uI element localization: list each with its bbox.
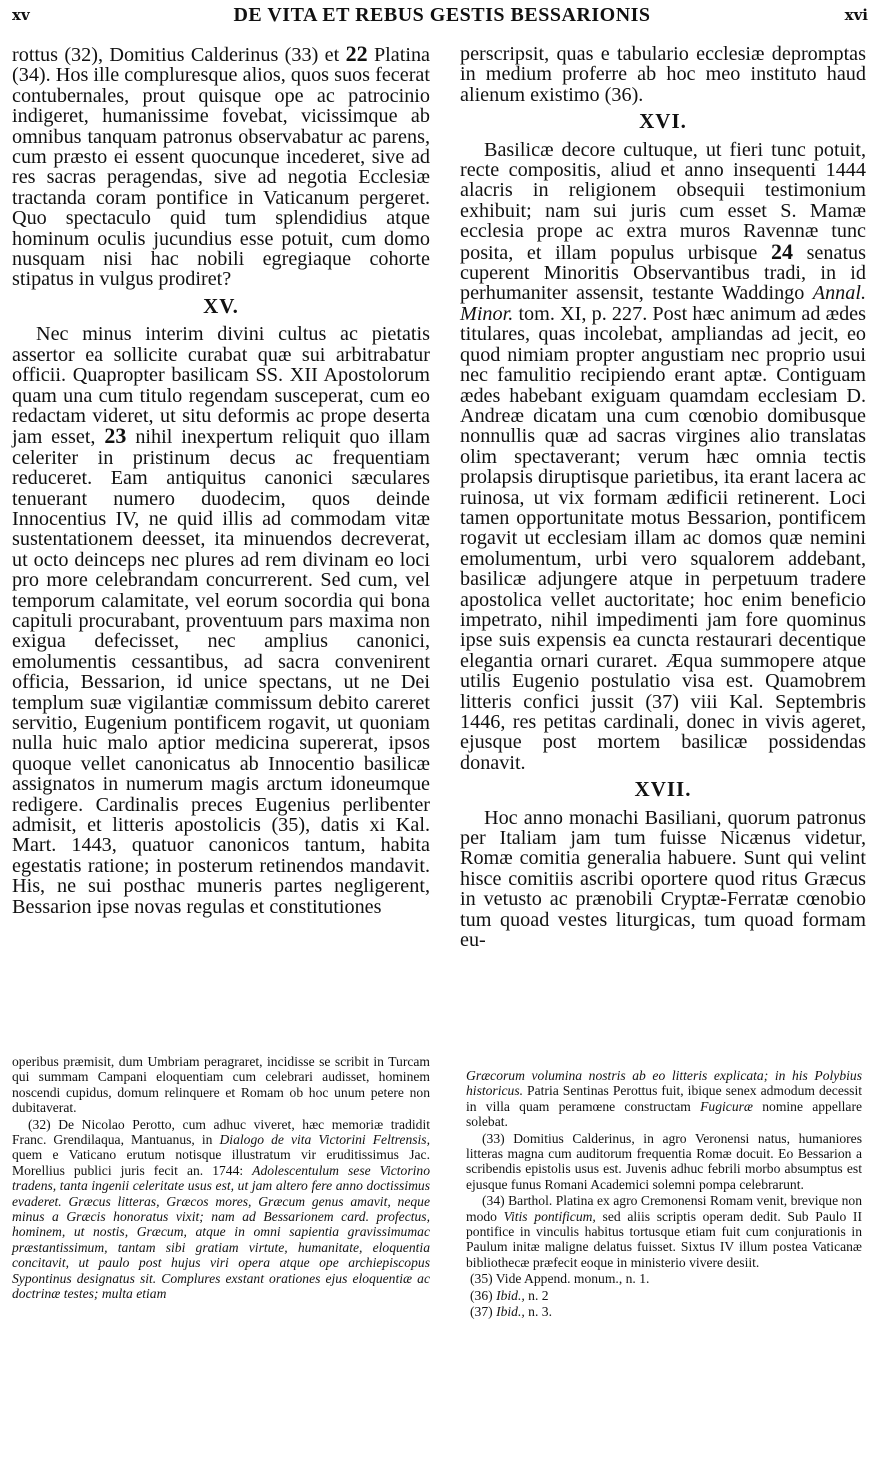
footnote: (32) De Nicolao Perotto, cum adhuc viveret, hæc memoriæ tradidit Franc. Grendilaqua, Mantuanus, in Dialogo de vita Victorini Feltrensis, quem e Vaticano erutum notisque illustratum vir eruditissimus Jac. Morellius publici juris fecit an. 1744: Adolescentulum sese Victorino tradens, tanta ingenii celeritate usus est, ut jam altero fere anno doctissimus evaderet. Græcus litteras, Græcos mores, Græcum genus amavit, neque minus a Græcis honoratus vixit; nam ad Bessarionem card. profectus, hominem, ut nostis, Græcum, atque in omni sapientia gravissimumac præstantissimum, tantam sibi gratiam virtute, humanitate, eloquentia concitavit, ut paulo post hujus viri opera atque ope archiepiscopus Sypontinus designatus sit. Complures exstant orationes ejus eloquentiæ ac doctrinæ testes; multa etiam (12, 1116, 430, 1302)
section-heading: XVII. (634, 777, 692, 802)
margin-number: 22 (345, 41, 368, 66)
footnote: (34) Barthol. Platina ex agro Cremonensi Romam venit, brevique non modo Vitis pontificum, sed aliis scriptis operam dedit. Sub Paulo II pontifice in vinculis habitus tortusque etiam fuit cum conjurationis in Paulum initæ maligne delatus fuisset. Sixtus IV illum postea Vaticanæ bibliothecæ præfecit eoque in ministerio vivere desiit. (466, 1193, 862, 1270)
left-footnotes (12, 1054, 430, 1303)
paragraph: perscripsit, quas e tabulario ecclesiæ depromptas in medium proferre ab hoc meo instituto haud alienum existimo (36). (460, 43, 866, 106)
margin-number: 23 (104, 423, 127, 449)
paragraph: Nec minus interim divini cultus ac pietatis assertor ea sollicite curabat quæ sui arbitrabatur officii. Quapropter basilicam SS. XII Apostolorum quam una cum titulo regendam susceperat, cum eo redactam videret, ut situ deformis ac prope deserta jam esset, 23 nihil inexpertum reliquit quo illam celeriter in pristinum decus ac frequentiam reduceret. Eam antiquitus canonici sæculares tenuerant numero duodecim, quos deinde Innocentius IV, ne quid illis ad commodam vitæ sustentationem deesset, ita minuendos decreverat, ut octo deinceps nec plures ad rem divinam eo loci pro more celebrandam concurrerent. Sed cum, vel temporum calamitate, vel eorum socordia qui bona capituli procurabant, proventuum pars maxima non exigua defecisset, nec amplius canonici, emolumentis cessantibus, ad sacra convenirent officia, Bessarion, id unice spectans, ut ne Dei templum suæ vigilantiæ commissum debito careret servitio, Eugenium pontificem rogavit, ut quoniam nulla huic malo aptior medicina supererat, ipsos quoque vellet canonicatus ab Innocentio basilicæ assignatos in numerum magis arctum idoneumque redigere. Cardinalis preces Eugenius perlibenter admisit, et litteris apostolicis (35), datis xi Kal. Mart. 1443, quatuor canonicos tantum, habita egestatis ratione; in posterum retinendos mandavit. His, ne sui posthac muneris partes negligerent, Bessarion ipse novas regulas et constitutiones (12, 323, 431, 918)
left-column (12, 41, 431, 918)
left-page-number: xv (12, 6, 30, 24)
footnote: Græcorum volumina nostris ab eo litteris explicata; in his Polybius historicus. Patria Sentinas Perottus fuit, ibique senex admodum decessit in villa quam peramœne constructam Fugicuræ nomine appellare solebat. (466, 1068, 863, 1130)
footnote: (35) Vide Append. monum., n. 1. (470, 1271, 650, 1287)
margin-number: 24 (770, 238, 793, 264)
right-page-number: xvi (844, 6, 868, 24)
footnote: (33) Domitius Calderinus, in agro Veronensi natus, humaniores litteras magna cum auditorum frequentia Romæ docuit. Eo Bessarion a scribendis epistolis usus est. Juvenis adhuc febrili morbo absumptus est ejusque funus Romani Academici solemni pompa celebrarunt. (466, 1130, 862, 1192)
footnote: operibus præmisit, dum Umbriam peragraret, incidisse se scribit in Turcam qui summam Campani eloquentiam cum celebrari audisset, hominem noscendi cupidus, domum relinquere et Romam ob hoc unum petere non dubitaverat. (12, 1054, 430, 1116)
paragraph: Hoc anno monachi Basiliani, quorum patronus per Italiam jam tum fuisse Nicænus videtur, Romæ comitia generalia habuere. Sunt qui velint hisce comitiis ascribi oportere quod ritus Græcus in vetusto ac prænobili Cryptæ-Ferratæ cœnobio tum quoad vestes liturgicas, tum quoad formam eu- (460, 806, 866, 952)
right-footnotes (466, 1068, 862, 1321)
page-header (8, 4, 876, 34)
right-column (460, 44, 866, 950)
section-heading: XVI. (639, 109, 687, 134)
footnote: (36) Ibid., n. 2 (470, 1287, 549, 1303)
footnote: (37) Ibid., n. 3. (470, 1304, 552, 1320)
paragraph: Basilicæ decore cultuque, ut fieri tunc potuit, recte compositis, aliud et anno insequenti 1444 alacris in religionem obsequii testimonium exhibuit; nam sui juris cum esset S. Mamæ ecclesia prope ac extra muros Ravennæ tunc posita, et illam populus urbisque 24 senatus cuperent Minoritis Observantibus tradi, in id perhumaniter assensit, testante Waddingo Annal. Minor. tom. XI, p. 227. Post hæc animum ad ædes titulares, quas incolebat, ampliandas ad jecit, eo quod nimiam propter angustiam nec proprio usui nec famulitio recipiendo erant aptæ. Contiguam ædes habebant exiguam quamdam ecclesiam D. Andreæ dicatam una cum cœnobio domibusque nonnullis quæ ad sacras virgines alio translatas olim spectaverant; verum hæc omnia tectis prolapsis diruptisque parietibus, ita erant lacera ac ruinosa, ut vix formam ædificii retinerent. Loci tamen opportunitate motus Bessarion, pontificem rogavit ut ecclesiam illam ac domos quæ nemini emolumentum, urbi vero squalorem addebant, basilicæ adjungere atque in perpetuum tradere apostolica vellet auctoritate; hoc enim beneficio impetrato, nihil impedimenti jam fore quominus ipse suis expensis ea cuncta restaurari decentique elegantia ornari curaret. Æqua summopere atque utilis Eugenio postulatio visa est. Quamobrem litteris confici jussit (37) viii Kal. Septembris 1446, res petitas cardinali, donec in vivis ageret, ejusque post mortem basilicæ possidendas donavit. (460, 138, 867, 774)
section-heading: XV. (203, 293, 239, 318)
paragraph: rottus (32), Domitius Calderinus (33) et 22 Platina (34). Hos ille compluresque alios, quos suos fecerat contubernales, prout quisque ope ac patrocinio indigeret, humanissime fovebat, vicissimque ab omnibus tanquam patronus observabatur ac parens, cum præsto ei essent quocunque incederet, sive ad res sacras peragendas, sive ad negotia Ecclesiæ tractanda coram pontifice in Vaticanum pergeret. Quo spectaculo quid tum splendidius atque hominum oculis jucundius esse potuit, cum domo nusquam nisi hac nobili egregiaque cohorte stipatus in vulgus prodiret? (12, 41, 431, 291)
running-title: DE VITA ET REBUS GESTIS BESSARIONIS (233, 4, 651, 26)
